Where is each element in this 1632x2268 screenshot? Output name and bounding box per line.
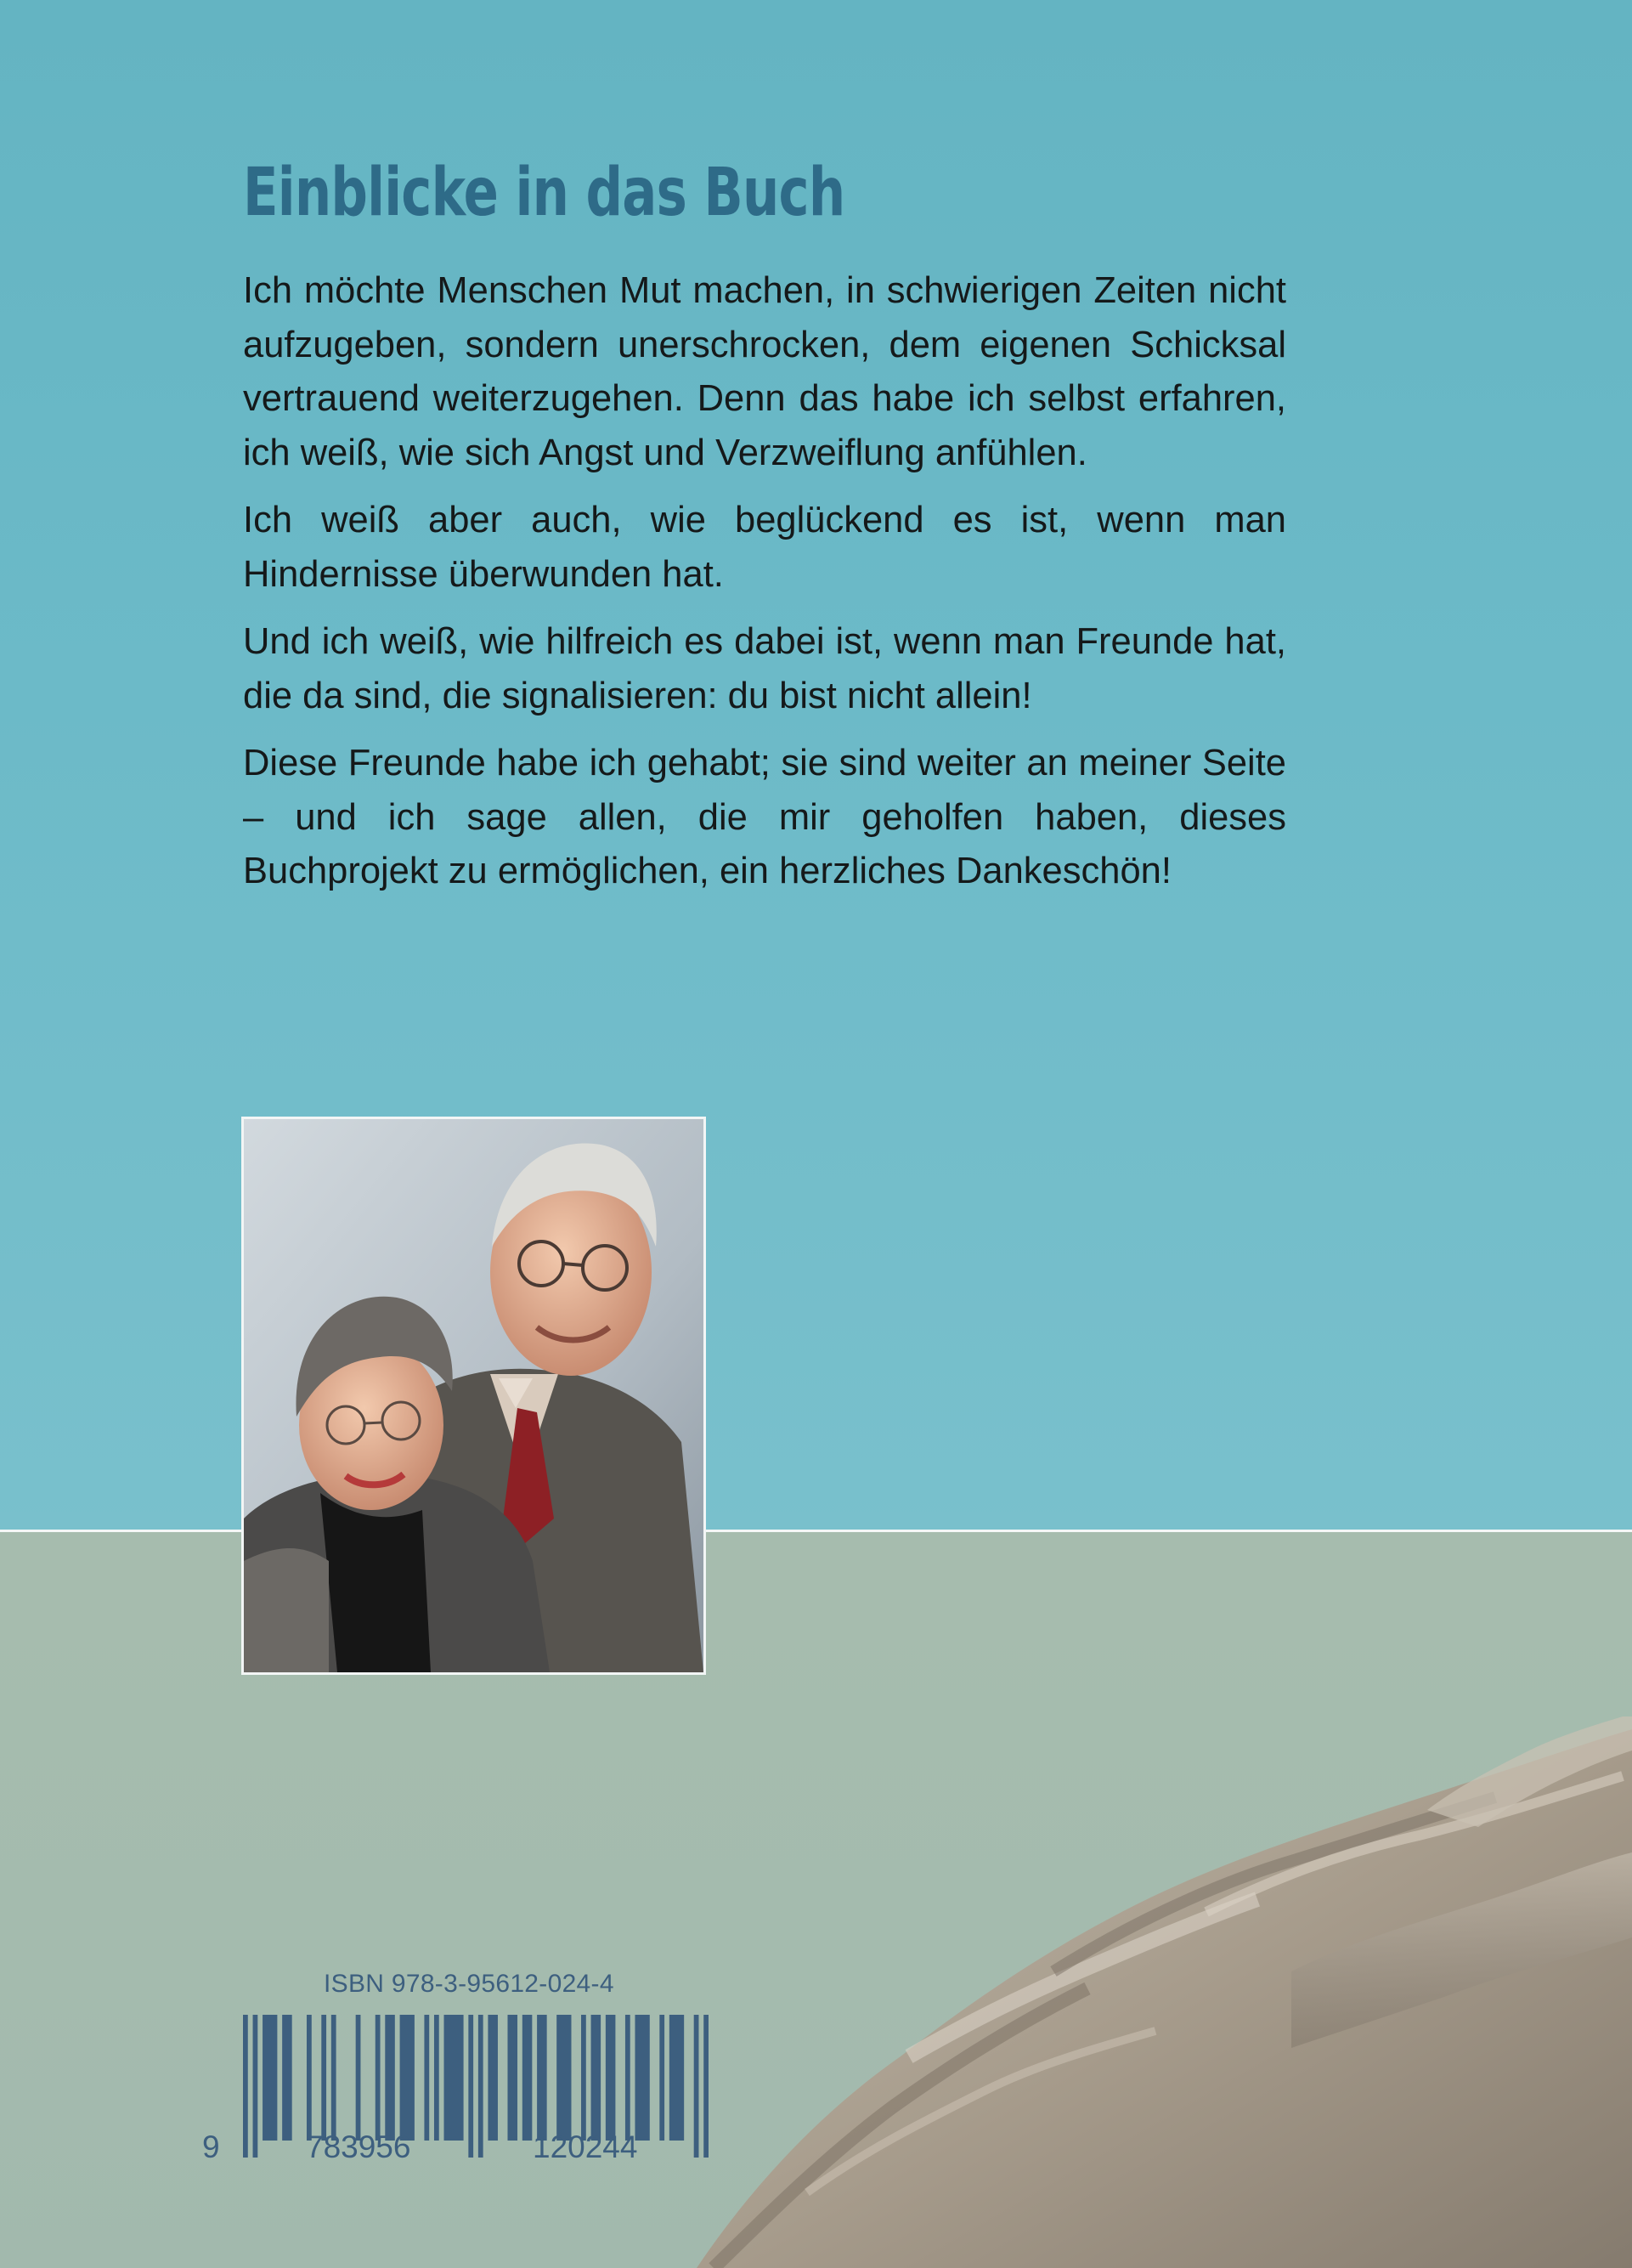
barcode-guard-bar — [468, 2015, 473, 2158]
barcode-bar — [669, 2015, 684, 2141]
barcode-bar — [581, 2015, 586, 2141]
barcode-bar — [556, 2015, 571, 2141]
barcode-bar — [263, 2015, 277, 2141]
barcode-bar — [376, 2015, 381, 2141]
barcode-bar — [400, 2015, 415, 2141]
barcode-bar — [537, 2015, 547, 2141]
excerpt-paragraph-3: Und ich weiß, wie hilfreich es dabei ist, wenn man Freunde hat, die da sind, die signalisieren: du bist nicht allein! — [243, 621, 1286, 716]
barcode-bar — [385, 2015, 395, 2141]
barcode-bar — [434, 2015, 439, 2141]
stone-sculpture-image — [697, 1717, 1632, 2268]
barcode-bar — [356, 2015, 361, 2141]
excerpt-paragraph-1: Ich möchte Menschen Mut machen, in schwierigen Zeiten nicht aufzugeben, sondern unerschrocken, dem eigenen Schicksal vertrauend weiterzugehen. Denn das habe ich selbst erfahren, ich weiß, wie sich Angst und Verzweiflung anfühlen. — [243, 270, 1286, 473]
excerpt-paragraph-4: Diese Freunde habe ich gehabt; sie sind weiter an meiner Seite – und ich sage allen, die mir geholfen haben, dieses Buchprojekt zu ermöglichen, ein herzliches Dankeschön! — [243, 743, 1286, 891]
excerpt-paragraph-2: Ich weiß aber auch, wie beglückend es ist, wenn man Hindernisse überwunden hat. — [243, 500, 1286, 595]
author-photo — [241, 1117, 706, 1675]
barcode-bar — [635, 2015, 649, 2141]
barcode-bar — [424, 2015, 429, 2141]
isbn-label: ISBN 978-3-95612-024-4 — [324, 1970, 614, 1998]
barcode-bar — [331, 2015, 336, 2141]
barcode-guard-bar — [694, 2015, 699, 2158]
barcode-bar — [321, 2015, 326, 2141]
barcode-bar — [606, 2015, 616, 2141]
barcode-guard-bar — [253, 2015, 258, 2158]
barcode-guard-bar — [243, 2015, 248, 2158]
barcode-bar — [488, 2015, 498, 2141]
barcode-digits-right: 120244 — [533, 2129, 638, 2164]
barcode-bar — [307, 2015, 312, 2141]
barcode-bar — [591, 2015, 601, 2141]
barcode-bar — [282, 2015, 292, 2141]
barcode-bar — [625, 2015, 630, 2141]
barcode-digit-first: 9 — [202, 2129, 220, 2164]
barcode-bar — [659, 2015, 664, 2141]
barcode-digits-left: 783956 — [306, 2129, 411, 2164]
barcode-bar — [507, 2015, 517, 2141]
barcode-bar — [444, 2015, 464, 2141]
page-title: Einblicke in das Buch — [243, 155, 845, 231]
barcode-guard-bar — [703, 2015, 709, 2158]
author-couple-image — [244, 1119, 703, 1672]
book-excerpt — [243, 264, 1286, 913]
barcode-bar — [522, 2015, 533, 2141]
barcode-guard-bar — [478, 2015, 483, 2158]
